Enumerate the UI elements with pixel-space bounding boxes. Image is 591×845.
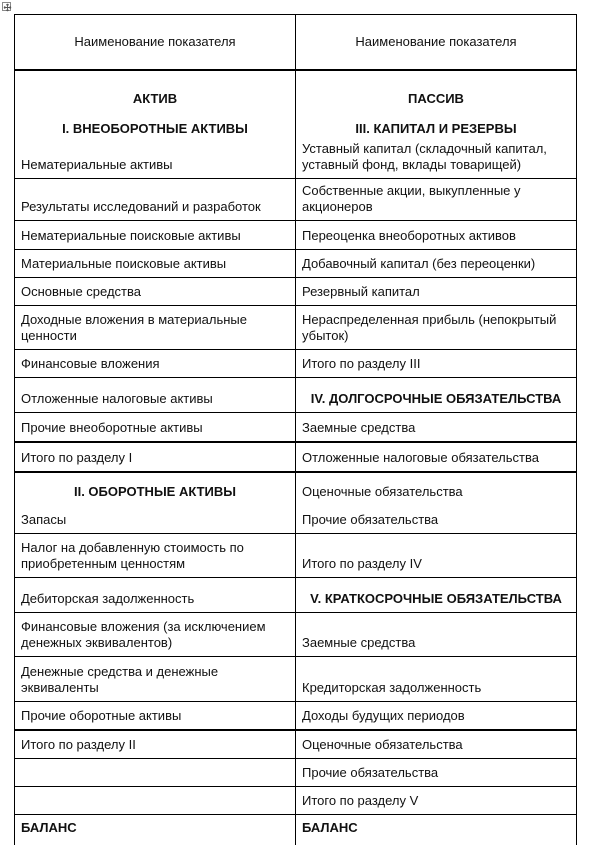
table-row (15, 472, 577, 534)
cell-right[interactable] (296, 472, 577, 534)
cell-left[interactable]: Итого по разделу I (15, 442, 296, 472)
cell-left[interactable]: Денежные средства и денежные эквиваленты (15, 657, 296, 702)
cell-left[interactable] (15, 759, 296, 787)
table-row (15, 250, 577, 278)
table-row (15, 221, 577, 250)
cell-left[interactable]: Нематериальные поисковые активы (15, 221, 296, 250)
cell-right[interactable]: Собственные акции, выкупленные у акционеров (296, 179, 577, 221)
cell-left[interactable]: Материальные поисковые активы (15, 250, 296, 278)
cell-left[interactable] (15, 70, 296, 179)
table-row (15, 378, 577, 413)
row-label: Уставный капитал (складочный капитал, уставный фонд, вклады товарищей) (302, 141, 547, 172)
cell-left[interactable]: Финансовые вложения (15, 350, 296, 378)
header-left[interactable]: Наименование показателя (15, 15, 296, 70)
section-4-title[interactable]: IV. ДОЛГОСРОЧНЫЕ ОБЯЗАТЕЛЬСТВА (296, 378, 577, 413)
header-right[interactable]: Наименование показателя (296, 15, 577, 70)
table-row (15, 70, 577, 179)
balance-left[interactable]: БАЛАНС (15, 815, 296, 845)
table-row (15, 730, 577, 759)
table-row (15, 702, 577, 730)
table-row (15, 413, 577, 442)
table-row (15, 657, 577, 702)
row-label: Прочие обязательства (302, 512, 439, 527)
table-move-handle-icon[interactable] (2, 2, 11, 11)
cell-left[interactable]: Отложенные налоговые активы (15, 378, 296, 413)
cell-right[interactable]: Итого по разделу III (296, 350, 577, 378)
table-header-row (15, 15, 577, 70)
table-row (15, 613, 577, 657)
passiv-title: ПАССИВ (408, 91, 464, 106)
table-row (15, 787, 577, 815)
cell-left[interactable]: Налог на добавленную стоимость по приобретенным ценностям (15, 534, 296, 578)
cell-right[interactable]: Кредиторская задолженность (296, 657, 577, 702)
table-row (15, 179, 577, 221)
table-row (15, 278, 577, 306)
cell-right[interactable]: Итого по разделу V (296, 787, 577, 815)
cell-right[interactable]: Переоценка внеоборотных активов (296, 221, 577, 250)
cell-left[interactable]: Финансовые вложения (за исключением денежных эквивалентов) (15, 613, 296, 657)
table-row (15, 759, 577, 787)
cell-left[interactable]: Итого по разделу II (15, 730, 296, 759)
row-label: Нематериальные активы (21, 157, 173, 172)
cell-right[interactable]: Прочие обязательства (296, 759, 577, 787)
cell-right[interactable]: Отложенные налоговые обязательства (296, 442, 577, 472)
cell-right[interactable] (296, 70, 577, 179)
row-label: Запасы (21, 512, 67, 527)
section-2-title: II. ОБОРОТНЫЕ АКТИВЫ (73, 484, 236, 499)
section-3-title: III. КАПИТАЛ И РЕЗЕРВЫ (355, 121, 517, 136)
cell-right[interactable]: Заемные средства (296, 413, 577, 442)
table-row (15, 534, 577, 578)
aktiv-title: АКТИВ (132, 91, 178, 106)
cell-left[interactable] (15, 787, 296, 815)
cell-right[interactable]: Итого по разделу IV (296, 534, 577, 578)
table-row (15, 442, 577, 472)
cell-left[interactable]: Результаты исследований и разработок (15, 179, 296, 221)
cell-left[interactable]: Прочие оборотные активы (15, 702, 296, 730)
cell-left[interactable]: Прочие внеоборотные активы (15, 413, 296, 442)
balance-right[interactable]: БАЛАНС (296, 815, 577, 845)
cell-right[interactable]: Заемные средства (296, 613, 577, 657)
table-row (15, 350, 577, 378)
cell-right[interactable]: Оценочные обязательства (296, 730, 577, 759)
section-1-title: I. ВНЕОБОРОТНЫЕ АКТИВЫ (62, 121, 248, 136)
balance-sheet-table (14, 14, 577, 845)
cell-right[interactable]: Добавочный капитал (без переоценки) (296, 250, 577, 278)
section-5-title[interactable]: V. КРАТКОСРОЧНЫЕ ОБЯЗАТЕЛЬСТВА (296, 578, 577, 613)
cell-right[interactable]: Доходы будущих периодов (296, 702, 577, 730)
cell-left[interactable]: Основные средства (15, 278, 296, 306)
cell-right[interactable]: Резервный капитал (296, 278, 577, 306)
cell-right[interactable]: Нераспределенная прибыль (непокрытый убыток) (296, 306, 577, 350)
row-label: Оценочные обязательства (302, 484, 463, 499)
table-row (15, 578, 577, 613)
cell-left[interactable]: Дебиторская задолженность (15, 578, 296, 613)
cell-left[interactable]: Доходные вложения в материальные ценности (15, 306, 296, 350)
cell-left[interactable] (15, 472, 296, 534)
table-row (15, 306, 577, 350)
table-row-balance (15, 815, 577, 845)
